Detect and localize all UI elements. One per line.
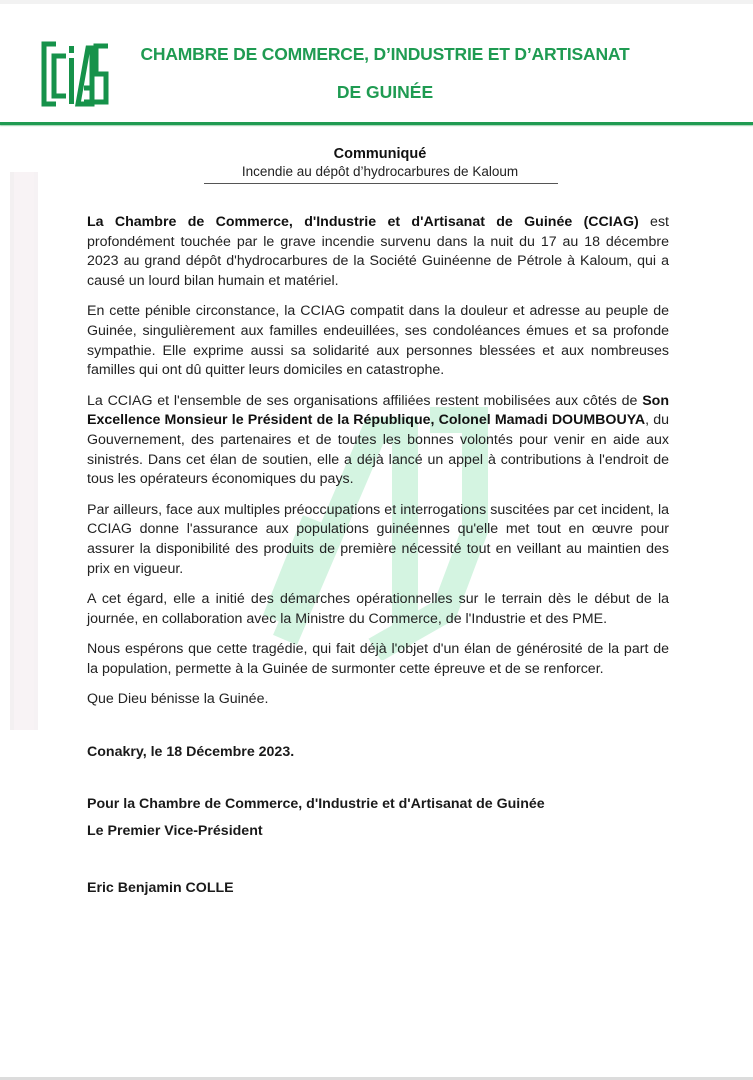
place-date: Conakry, le 18 Décembre 2023. — [87, 744, 295, 760]
signature-role: Le Premier Vice-Président — [87, 823, 263, 839]
header-divider — [0, 122, 753, 125]
communique-body — [87, 213, 669, 721]
paragraph-6: Nous espérons que cette tragédie, qui fait déjà l'objet d'un élan de générosité de la part de la population, permette à la Guinée de surmonter cette épreuve et de se renforcer. — [87, 641, 669, 677]
document-title: Communiqué — [333, 146, 427, 162]
paragraph-3-text-before: La CCIAG et l'ensemble de ses organisations affiliées restent mobilisées aux côtés de — [87, 392, 643, 409]
document-subtitle: Incendie au dépôt d’hydrocarbures de Kaloum — [241, 164, 519, 179]
paragraph-2: En cette pénible circonstance, la CCIAG compatit dans la douleur et adresse au peuple de Guinée, singulièrement aux familles endeuillées, ses condoléances émues et sa profonde sympathie. Elle exprime aussi sa solidarité aux personnes blessées et aux nombreuses familles qui ont dû quitter leurs domiciles en catastrophe. — [87, 303, 669, 379]
paragraph-3-bold: Son Excellence Monsieur le Président de la République, Colonel Mamadi DOUMBOUYA — [87, 392, 669, 429]
signature-on-behalf: Pour la Chambre de Commerce, d'Industrie et d'Artisanat de Guinée — [87, 796, 545, 812]
paragraph-1-text: est profondément touchée par le grave incendie survenu dans la nuit du 17 au 18 décembre 2023 au grand dépôt d'hydrocarbures de la Société Guinéenne de Pétrole à Kaloum, qui a causé un lourd bilan humain et matériel. — [87, 214, 669, 289]
subtitle-underline — [204, 183, 558, 184]
paragraph-1-bold: La Chambre de Commerce, d'Industrie et d'Artisanat de Guinée (CCIAG) — [87, 214, 639, 230]
paragraph-1 — [87, 213, 669, 291]
paragraph-3-text-after: , du Gouvernement, des partenaires et de toutes les bonnes volontés pour venir en aide aux sinistrés. Dans cet élan de soutien, elle a déjà lancé un appel à contributions à l'endroit de tous les opérateurs économiques du pays. — [87, 412, 669, 488]
paragraph-4: Par ailleurs, face aux multiples préoccupations et interrogations suscitées par cet incident, la CCIAG donne l'assurance aux populations guinéennes qu'elle met tout en œuvre pour assurer la disponibilité des produits de première nécessité tout en veillant au maintien des prix en vigueur. — [87, 501, 669, 577]
paragraph-7: Que Dieu bénisse la Guinée. — [87, 691, 269, 708]
paragraph-5: A cet égard, elle a initié des démarches opérationnelles sur le terrain dès le début de la journée, en collaboration avec la Ministre du Commerce, de l'Industrie et des PME. — [87, 591, 669, 627]
left-margin-strip — [10, 172, 38, 730]
top-edge-shade — [0, 0, 753, 4]
org-name-line2: DE GUINÉE — [336, 82, 434, 102]
cciag-logo-icon — [40, 38, 110, 108]
signature-name: Eric Benjamin COLLE — [87, 880, 234, 896]
org-name-line1: CHAMBRE DE COMMERCE, D’INDUSTRIE ET D’ARTISANAT — [140, 44, 630, 64]
paragraph-3 — [87, 392, 669, 490]
